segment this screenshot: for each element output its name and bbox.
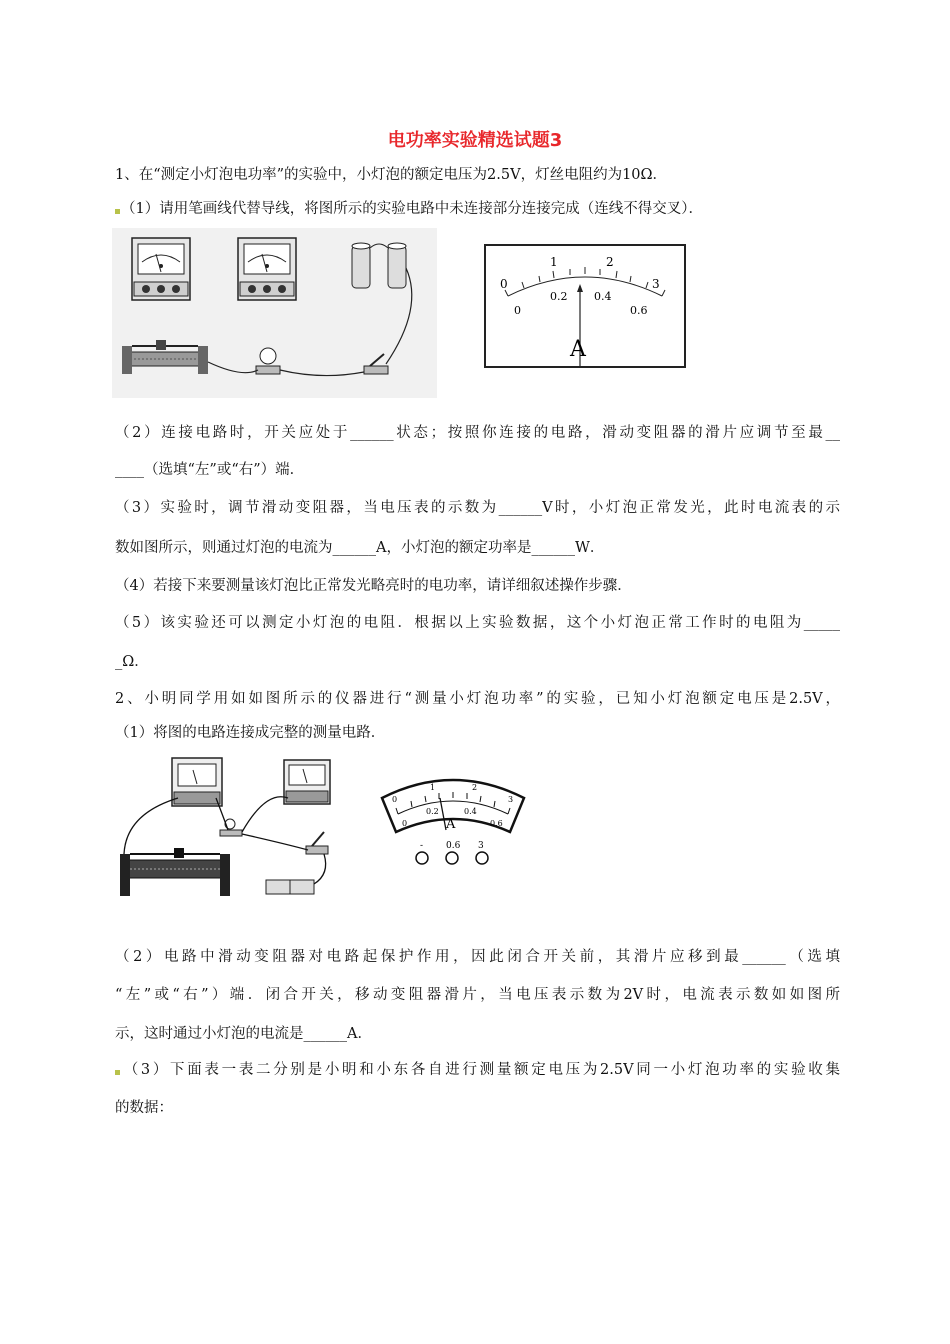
q2-part2-line1: （2）电路中滑动变阻器对电路起保护作用，因此闭合开关前，其滑片应移到最______（选填 (115, 949, 840, 965)
voltmeter-component (238, 238, 296, 300)
q2-part1: （1）将图的电路连接成完整的测量电路． (115, 725, 386, 741)
dial-bottom-tick-1: 0.2 (550, 290, 568, 303)
dial-top-tick-2: 2 (606, 255, 614, 269)
ammeter-component (132, 238, 190, 300)
q1-part3-line1: （3）实验时，调节滑动变阻器，当电压表的示数为______V时，小灯泡正常发光，此时电流表的示 (115, 500, 840, 516)
dial-top-tick-3: 3 (652, 277, 660, 291)
dial-unit: A (570, 337, 586, 362)
dial2-top-tick-3: 3 (508, 795, 514, 804)
terminal-label-negative: - (420, 841, 424, 851)
q2-stem: 2、小明同学用如如图所示的仪器进行“测量小灯泡功率”的实验，已知小灯泡额定电压是2.5V， (115, 691, 840, 707)
dial2-bottom-tick-2: 0.4 (464, 807, 477, 816)
terminal-label-3: 3 (478, 841, 484, 851)
ammeter-dial-2 (378, 768, 528, 880)
dial-top-tick-0: 0 (500, 277, 508, 291)
ammeter-dial-1 (484, 244, 686, 368)
ammeter-component (172, 758, 222, 806)
dial2-top-tick-0: 0 (392, 795, 398, 804)
q1-part2-line1: （2）连接电路时，开关应处于______状态；按照你连接的电路，滑动变阻器的滑片应调节至最__ (115, 425, 840, 441)
q2-part3-line2: 的数据： (115, 1100, 173, 1116)
dial2-top-tick-1: 1 (430, 783, 436, 792)
q1-part3-line2: 数如图所示，则通过灯泡的电流为______A，小灯泡的额定功率是______W． (115, 540, 605, 556)
q2-part3-line1 (115, 1058, 840, 1079)
dial-top-tick-1: 1 (550, 255, 558, 269)
q1-part5-line1: （5）该实验还可以测定小灯泡的电阻．根据以上实验数据，这个小灯泡正常工作时的电阻为_____ (115, 615, 840, 631)
terminal-negative[interactable] (416, 852, 428, 864)
rheostat-component (120, 848, 230, 896)
dial2-bottom-tick-3: 0.6 (490, 819, 503, 828)
bullet-mark (115, 209, 120, 214)
bullet-mark (115, 1070, 120, 1075)
terminal-label-0.6: 0.6 (446, 841, 461, 851)
circuit-figure-1 (112, 228, 437, 398)
q1-stem: 1、在“测定小灯泡电功率”的实验中，小灯泡的额定电压为2.5V，灯丝电阻约为10Ω． (115, 167, 668, 183)
q1-part1-row (115, 197, 840, 218)
battery-component (266, 880, 314, 894)
q1-part5-line2: _Ω． (115, 654, 149, 670)
lamp-component (220, 819, 242, 836)
dial2-bottom-tick-0: 0 (402, 819, 408, 828)
q2-part2-line2: “左”或“右”）端．闭合开关，移动变阻器滑片，当电压表示数为2V时，电流表示数如如图所 (115, 987, 840, 1003)
q1-part2-line2: ____（选填“左”或“右”）端． (115, 462, 305, 478)
dial2-top-tick-2: 2 (472, 783, 478, 792)
terminal-0.6[interactable] (446, 852, 458, 864)
q2-part3-text: （3）下面表一表二分别是小明和小东各自进行测量额定电压为2.5V同一小灯泡功率的实验收集 (121, 1062, 840, 1078)
circuit-figure-2 (116, 754, 338, 904)
dial2-unit: A (446, 817, 456, 832)
q1-part1: （1）请用笔画线代替导线，将图所示的实验电路中未连接部分连接完成（连线不得交叉）． (121, 201, 703, 217)
dial-bottom-tick-2: 0.4 (594, 290, 612, 303)
voltmeter-component (284, 760, 330, 804)
q1-part4: （4）若接下来要测量该灯泡比正常发光略亮时的电功率，请详细叙述操作步骤． (115, 578, 632, 594)
dial-bottom-tick-0: 0 (514, 304, 521, 317)
page-title: 电功率实验精选试题3 (387, 130, 563, 151)
dial-bottom-tick-3: 0.6 (630, 304, 648, 317)
terminal-3[interactable] (476, 852, 488, 864)
q2-part2-line3: 示，这时通过小灯泡的电流是______A． (115, 1026, 372, 1042)
dial2-bottom-tick-1: 0.2 (426, 807, 439, 816)
switch-component (306, 832, 328, 854)
